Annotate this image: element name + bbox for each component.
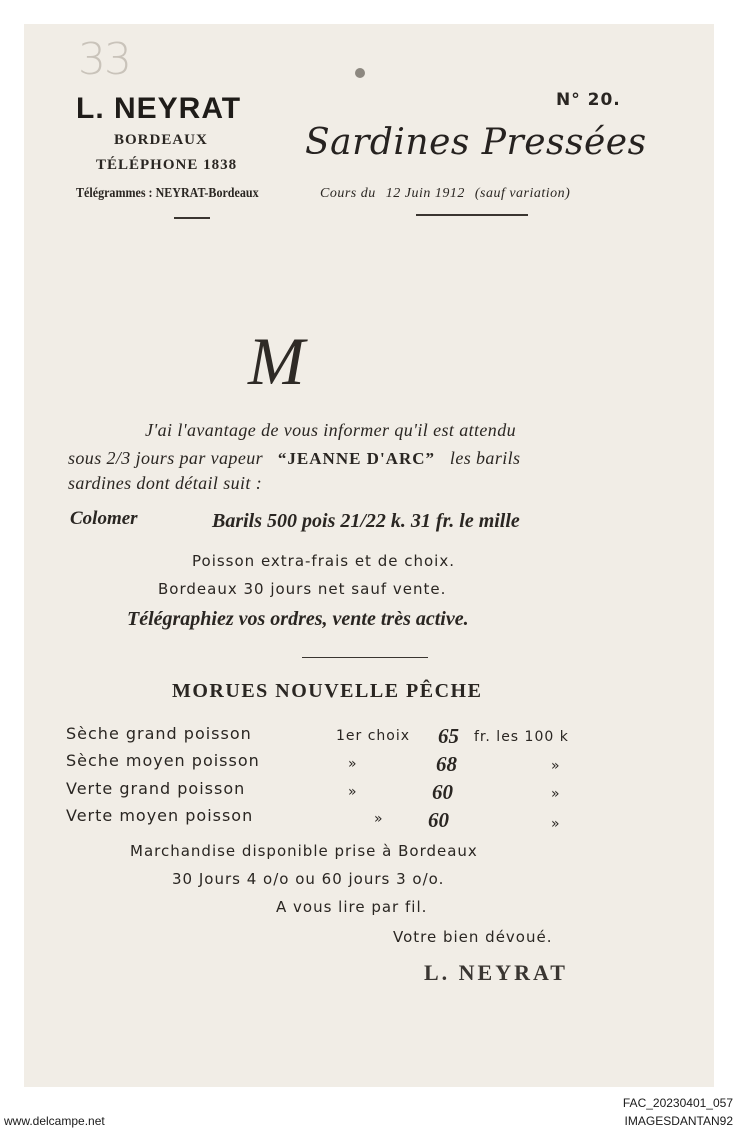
cod-row-label: Sèche grand poisson	[66, 724, 252, 743]
cod-row-mark: »	[374, 811, 384, 827]
punch-hole	[355, 68, 365, 78]
footer-code: FAC_20230401_057	[622, 1096, 733, 1110]
pencil-mark: 33	[78, 34, 130, 85]
quality-note: Poisson extra-frais et de choix.	[192, 552, 455, 570]
letterhead-divider	[174, 217, 210, 219]
title-underline	[416, 214, 528, 216]
body-line-1: J'ai l'avantage de vous informer qu'il est attendu	[145, 420, 516, 440]
section-divider	[302, 657, 428, 658]
sender-city: BORDEAUX	[114, 132, 208, 148]
sender-name: L. NEYRAT	[76, 92, 242, 125]
body-line-3: sardines dont détail suit :	[68, 473, 263, 493]
body-line-2	[68, 448, 520, 469]
reading-note: A vous lire par fil.	[276, 898, 428, 916]
cod-row-mark: »	[348, 756, 358, 772]
sender-phone: TÉLÉPHONE 1838	[96, 157, 238, 173]
steamer-name: “JEANNE D'ARC”	[277, 449, 436, 468]
cod-row-label: Verte moyen poisson	[66, 806, 254, 825]
cod-row-unit: »	[551, 816, 561, 832]
body-line-2c: les barils	[449, 448, 521, 468]
salutation-initial: M	[248, 323, 305, 399]
cod-row-price: 60	[428, 808, 449, 832]
payment-terms: Bordeaux 30 jours net sauf vente.	[158, 580, 447, 598]
closing-line: Votre bien dévoué.	[393, 928, 553, 946]
cod-row-unit: »	[551, 786, 561, 802]
footer-seller: IMAGESDANTAN92	[624, 1114, 733, 1128]
call-to-action: Télégraphiez vos ordres, vente très active.	[127, 608, 469, 630]
cod-row-mark: »	[348, 784, 358, 800]
signature: L. NEYRAT	[424, 960, 568, 985]
body-line-2a: sous 2/3 jours par vapeur	[68, 448, 264, 468]
cod-row-price: 68	[436, 752, 457, 776]
cours-date: 12 Juin 1912	[385, 186, 465, 201]
price-date-line	[320, 186, 570, 202]
cod-row-mark: 1er choix	[336, 728, 411, 744]
document-number: N° 20.	[556, 90, 621, 110]
cod-row-label: Sèche moyen poisson	[66, 751, 260, 770]
sender-telegrams: Télégrammes : NEYRAT-Bordeaux	[76, 186, 259, 201]
cours-suffix: (sauf variation)	[474, 186, 571, 201]
availability-note: Marchandise disponible prise à Bordeaux	[130, 842, 478, 860]
offer-detail: Barils 500 pois 21/22 k. 31 fr. le mille	[212, 510, 520, 532]
document-title: Sardines Pressées	[305, 122, 647, 163]
offer-brand: Colomer	[70, 508, 138, 529]
cours-prefix: Cours du	[320, 186, 376, 201]
footer-site: www.delcampe.net	[4, 1114, 105, 1128]
cod-row-unit: fr. les 100 k	[474, 729, 569, 745]
cod-row-unit: »	[551, 758, 561, 774]
cod-row-price: 65	[438, 724, 459, 748]
cod-row-label: Verte grand poisson	[66, 779, 246, 798]
cod-row-price: 60	[432, 780, 453, 804]
payment-note: 30 Jours 4 o/o ou 60 jours 3 o/o.	[172, 870, 445, 888]
cod-heading: MORUES NOUVELLE PÊCHE	[172, 680, 483, 702]
